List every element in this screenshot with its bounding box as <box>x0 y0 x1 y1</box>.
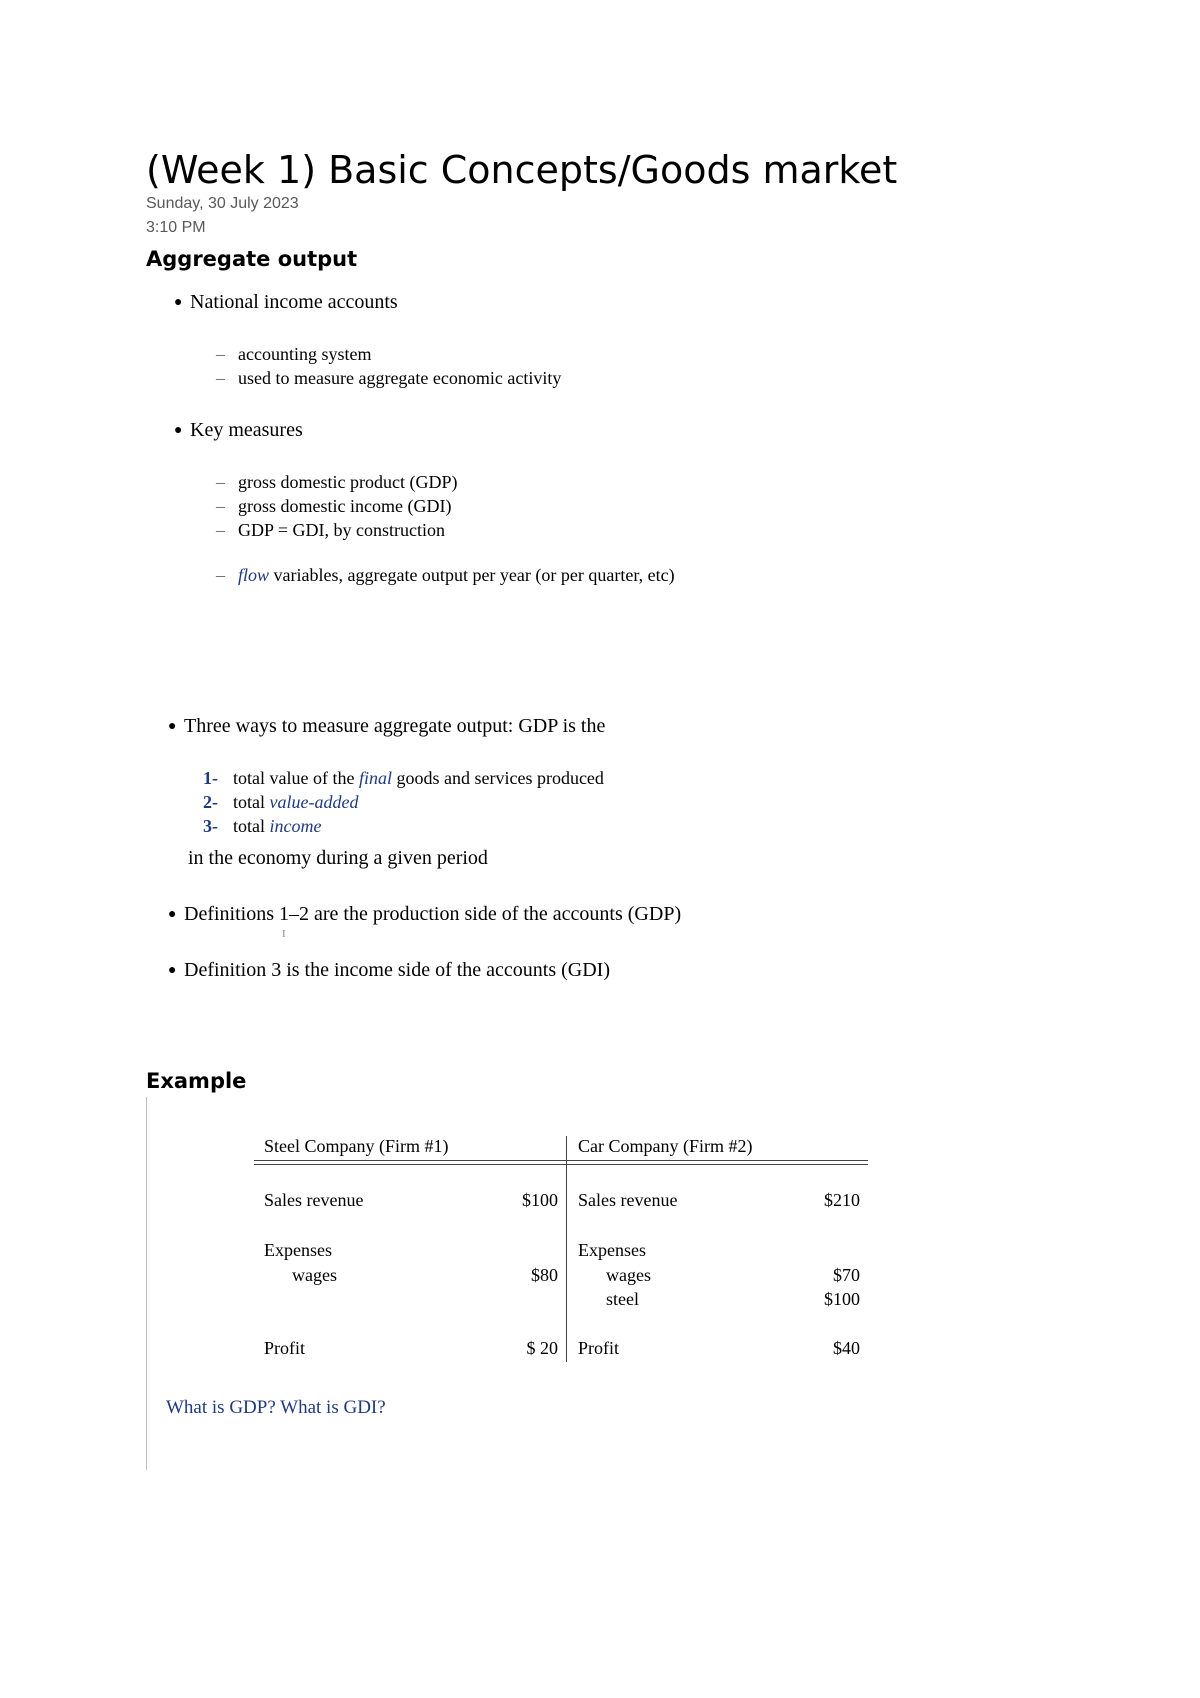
table-cell: $100 <box>522 1190 558 1210</box>
table-cell: Expenses <box>264 1240 332 1260</box>
example-table <box>254 1130 868 1370</box>
dash-icon: – <box>216 496 225 516</box>
table-cell: wages <box>292 1265 337 1285</box>
dash-icon: – <box>216 472 225 492</box>
table-cell: $100 <box>824 1289 860 1309</box>
section-heading-example: Example <box>146 1069 247 1093</box>
bullet-icon: ● <box>174 295 183 310</box>
section-heading-aggregate-output: Aggregate output <box>146 247 358 271</box>
table-cell: $210 <box>824 1190 860 1210</box>
dash-icon: – <box>216 565 225 585</box>
numbered-item: 2- total value-added <box>203 792 359 812</box>
list-item: – accounting system <box>216 344 372 364</box>
page-time: 3:10 PM <box>146 219 206 236</box>
bullet-icon: ● <box>168 907 177 922</box>
table-cell: $80 <box>531 1265 558 1285</box>
table-cell: Sales revenue <box>264 1190 364 1210</box>
numbered-item: 1- total value of the final goods and services produced <box>203 768 604 788</box>
list-item-flow-variables: – flow variables, aggregate output per year (or per quarter, etc) <box>216 565 675 585</box>
page-date: Sunday, 30 July 2023 <box>146 195 299 212</box>
numbered-item: 3- total income <box>203 816 322 836</box>
text-cursor-icon: I <box>282 928 286 940</box>
page-title: (Week 1) Basic Concepts/Goods market <box>146 148 898 192</box>
table-cell: Expenses <box>578 1240 646 1260</box>
dash-icon: – <box>216 520 225 540</box>
table-cell: steel <box>606 1289 639 1309</box>
table-header-firm1: Steel Company (Firm #1) <box>264 1136 449 1156</box>
table-cell: Profit <box>264 1338 306 1358</box>
emphasis-flow: flow <box>238 565 270 585</box>
table-cell: $40 <box>833 1338 860 1358</box>
container-border <box>146 1097 147 1470</box>
table-cell: wages <box>606 1265 651 1285</box>
bullet-definition-3: ● Definition 3 is the income side of the accounts (GDI) <box>168 956 610 987</box>
bullet-icon: ● <box>174 423 183 438</box>
list-item: – GDP = GDI, by construction <box>216 520 445 540</box>
dash-icon: – <box>216 344 225 364</box>
table-cell: $70 <box>833 1265 860 1285</box>
table-rule <box>254 1164 868 1165</box>
table-divider <box>566 1136 567 1362</box>
dash-icon: – <box>216 368 225 388</box>
table-cell: Sales revenue <box>578 1190 678 1210</box>
bullet-icon: ● <box>168 963 177 978</box>
bullet-national-income-accounts: ● National income accounts <box>174 288 398 319</box>
list-item: – gross domestic income (GDI) <box>216 496 452 516</box>
table-cell: Profit <box>578 1338 620 1358</box>
table-header-firm2: Car Company (Firm #2) <box>578 1136 753 1156</box>
bullet-three-ways: ● Three ways to measure aggregate output: GDP is the <box>168 712 605 743</box>
bullet-key-measures: ● Key measures <box>174 416 303 447</box>
list-item: – used to measure aggregate economic activity <box>216 368 562 388</box>
ways-tail-text: in the economy during a given period <box>188 847 488 869</box>
bullet-icon: ● <box>168 719 177 734</box>
example-question: What is GDP? What is GDI? <box>166 1397 386 1418</box>
table-cell: $ 20 <box>526 1338 558 1358</box>
list-item: – gross domestic product (GDP) <box>216 472 458 492</box>
bullet-definitions-1-2: ● Definitions 1–2 are the production side of the accounts (GDP) <box>168 900 681 931</box>
table-rule <box>254 1160 868 1161</box>
